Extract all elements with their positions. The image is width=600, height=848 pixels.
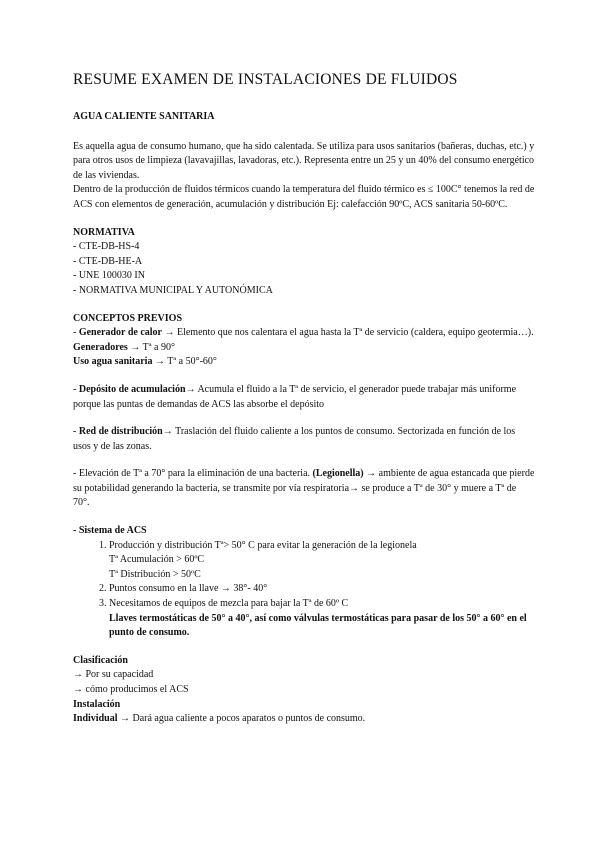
page-title: RESUME EXAMEN DE INSTALACIONES DE FLUIDOS bbox=[73, 71, 458, 88]
list-item-text: Puntos consumo en la llave → 38°- 40° bbox=[109, 583, 268, 595]
clasificacion-line: → cómo producimos el ACS bbox=[73, 684, 189, 695]
concept-label: Generador de calor bbox=[78, 327, 162, 339]
section-heading-conceptos: CONCEPTOS PREVIOS bbox=[73, 312, 183, 324]
concept-text: → Traslación del fluido caliente a los puntos de consumo. Sectorizada en función de los usos y de las zonas. bbox=[73, 426, 516, 452]
concept-text: → Dará agua caliente a pocos aparatos o puntos de consumo. bbox=[117, 713, 366, 725]
list-item bbox=[109, 539, 535, 583]
list-item bbox=[109, 597, 535, 641]
concept-label: Depósito de acumulación bbox=[78, 383, 186, 395]
section-heading-acs: AGUA CALIENTE SANITARIA bbox=[73, 111, 215, 122]
concept-generador: - Generador de calor → Elemento que nos calentara el agua hasta la Tª de servicio (caldera, equipo geotermia…). bbox=[73, 327, 534, 339]
normativa-item: - CTE-DB-HS-4 bbox=[73, 241, 140, 253]
acs-paragraph-2: Dentro de la producción de fluidos térmicos cuando la temperatura del fluido térmico es ≤ 100C° tenemos la red de ACS con elementos de generación, acumulación y distribución Ej: calefacción 90ºC, ACS sanitaria 50-60ºC. bbox=[73, 184, 535, 210]
concept-text: - Elevación de Tª a 70° para la eliminación de una bacteria. bbox=[73, 468, 313, 480]
section-heading-instalacion: Instalación bbox=[73, 698, 121, 710]
sistema-list bbox=[73, 539, 535, 641]
concept-label: Individual bbox=[73, 713, 118, 725]
section-heading-normativa: NORMATIVA bbox=[73, 226, 135, 238]
normativa-item: - CTE-DB-HE-A bbox=[73, 255, 143, 267]
spacer bbox=[73, 454, 535, 467]
spacer bbox=[73, 511, 535, 524]
list-item-subline: Tª Acumulación > 60ºC bbox=[109, 554, 205, 566]
spacer bbox=[73, 641, 535, 654]
concept-label: Generadores bbox=[73, 341, 128, 353]
section-heading-clasificacion: Clasificación bbox=[73, 654, 128, 666]
section-heading-sistema: - Sistema de ACS bbox=[73, 525, 147, 537]
concept-text: → Elemento que nos calentara el agua hasta la Tª de servicio (caldera, equipo geotermia…). bbox=[161, 327, 534, 339]
spacer bbox=[73, 370, 535, 383]
concept-text: → ambiente de agua estancada que pierde su potabilidad generando la bacteria, se transmite por vía respiratoria→ se produce a Tª de 30° y muere a Tª de 70°. bbox=[73, 468, 535, 509]
spacer bbox=[73, 125, 535, 140]
spacer bbox=[73, 213, 535, 226]
concept-label: Red de distribución bbox=[78, 426, 163, 438]
concept-red: - Red de distribución→ Traslación del fluido caliente a los puntos de consumo. Sectorizada en función de los usos y de las zonas. bbox=[73, 426, 516, 452]
document-body bbox=[73, 70, 535, 727]
concept-legionella bbox=[73, 467, 535, 511]
concept-deposito: - Depósito de acumulación→ Acumula el fluido a la Tª de servicio, el generador puede trabajar más uniforme porque las puntas de demandas de ACS las absorbe el depósito bbox=[73, 383, 517, 410]
concept-text: → Tª a 50°-60° bbox=[152, 356, 217, 368]
clasificacion-line: → Por su capacidad bbox=[73, 669, 154, 681]
list-item-text: Producción y distribución Tª> 50° C para evitar la generación de la legionela bbox=[109, 539, 417, 551]
concept-text: → Acumula el fluido a la Tª de servicio, el generador puede trabajar más uniforme porque las puntas de demandas de ACS las absorbe el depósito bbox=[73, 383, 517, 410]
acs-paragraph-1: Es aquella agua de consumo humano, que ha sido calentada. Se utiliza para usos sanitarios (bañeras, duchas, etc.) y para otros usos de limpieza (lavavajillas, lavadoras, etc.). Representa entre un 25 y un 40% del consumo energético de las viviendas. bbox=[73, 140, 535, 181]
normativa-item: - UNE 100030 IN bbox=[73, 270, 145, 282]
concept-uso bbox=[73, 355, 535, 370]
list-item-subline: Tª Distribución > 50ºC bbox=[109, 568, 201, 580]
concept-generadores bbox=[73, 341, 535, 356]
spacer bbox=[73, 412, 535, 425]
normativa-item: - NORMATIVA MUNICIPAL Y AUTONÓMICA bbox=[73, 284, 273, 296]
list-item bbox=[109, 582, 535, 597]
instalacion-individual bbox=[73, 712, 535, 727]
list-item-bold-note: Llaves termostáticas de 50° a 40°, así como válvulas termostáticas para pasar de los 50° a 60° en el punto de consumo. bbox=[109, 612, 527, 639]
list-item-text: Necesitamos de equipos de mezcla para bajar la Tª de 60º C bbox=[109, 598, 349, 610]
spacer bbox=[73, 299, 535, 312]
concept-text: → Tª a 90° bbox=[127, 341, 175, 353]
concept-label: Uso agua sanitaria bbox=[73, 356, 153, 368]
concept-label: (Legionella) bbox=[312, 468, 364, 480]
